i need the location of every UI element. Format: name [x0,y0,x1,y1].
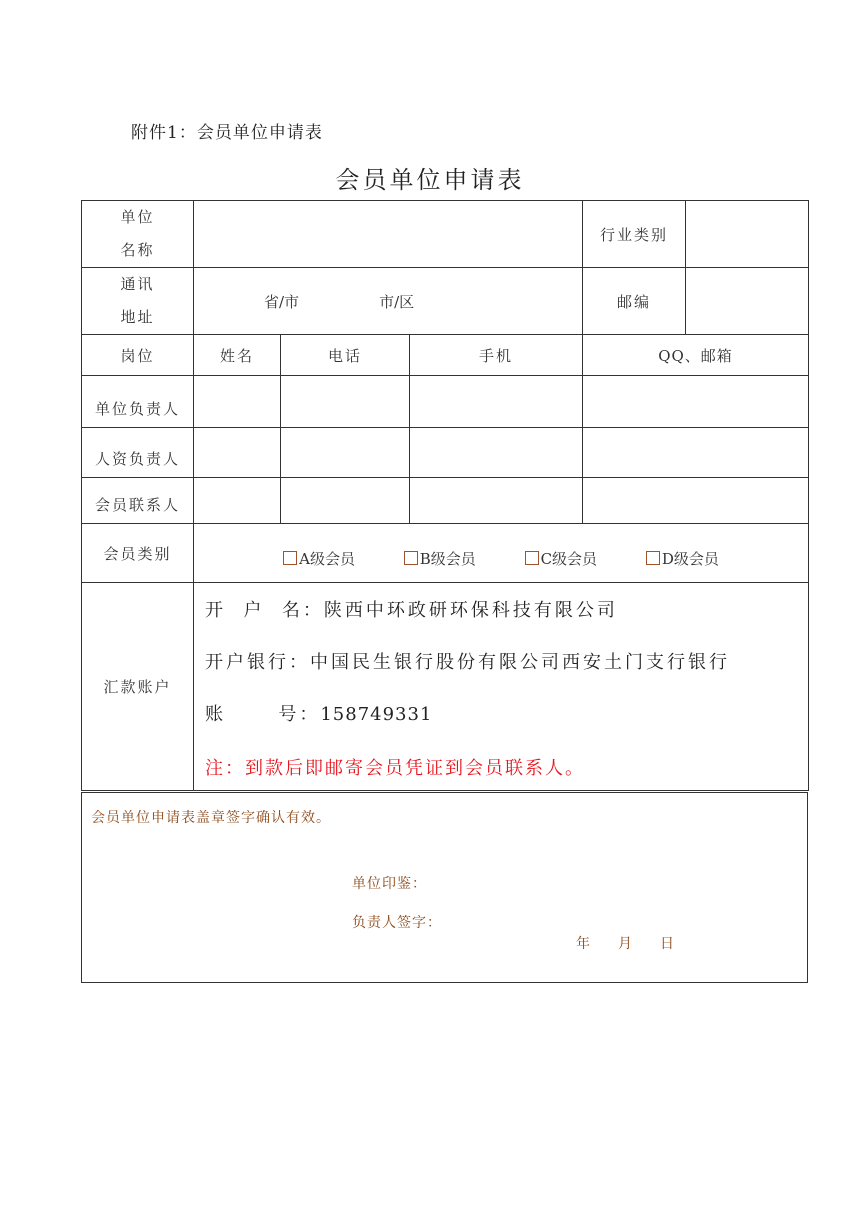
category-c-checkbox[interactable]: C级会员 [525,548,597,569]
city-label: 市/区 [379,292,415,311]
table-row [82,428,809,478]
member-category-options [194,524,809,583]
remittance-label: 汇款账户 [82,583,194,791]
role-member-contact: 会员联系人 [82,478,194,524]
attachment-label: 附件1：会员单位申请表 [131,123,323,143]
category-a-checkbox[interactable]: A级会员 [283,548,355,569]
address-label: 通讯 地址 [82,268,194,335]
category-b-checkbox[interactable]: B级会员 [404,548,476,569]
year-label: 年 [576,936,590,952]
checkbox-icon [646,551,660,565]
seal-note: 会员单位申请表盖章签字确认有效。 [91,810,331,826]
account-number-line [205,699,808,749]
phone-field[interactable] [281,478,410,524]
industry-label: 行业类别 [583,201,686,268]
address-field[interactable] [194,268,583,335]
postcode-label: 邮编 [583,268,686,335]
bank-name: 开户银行：中国民生银行股份有限公司西安土门支行银行 [205,652,730,673]
email-field[interactable] [583,376,809,428]
phone-field[interactable] [281,428,410,478]
mobile-field[interactable] [410,376,583,428]
industry-field[interactable] [686,201,809,268]
remittance-info [194,583,809,791]
role-unit-head: 单位负责人 [82,376,194,428]
application-form [81,200,809,791]
month-label: 月 [618,936,632,952]
mobile-field[interactable] [410,428,583,478]
date-line [576,933,702,953]
payment-note: 注：到款后即邮寄会员凭证到会员联系人。 [205,758,585,779]
signature-section [81,792,808,983]
page-title: 会员单位申请表 [335,166,525,194]
header-qq-email: QQ、邮箱 [583,335,809,376]
email-field[interactable] [583,478,809,524]
header-position: 岗位 [82,335,194,376]
phone-field[interactable] [281,376,410,428]
email-field[interactable] [583,428,809,478]
unit-seal-label: 单位印鉴： [352,876,427,892]
account-number: 158749331 [320,704,433,725]
postcode-field[interactable] [686,268,809,335]
category-d-checkbox[interactable]: D级会员 [646,548,719,569]
signer-label: 负责人签字： [352,915,442,931]
member-category-label: 会员类别 [82,524,194,583]
unit-name-label: 单位 名称 [82,201,194,268]
table-row [82,478,809,524]
account-prefix: 账 号： [205,704,321,725]
checkbox-icon [283,551,297,565]
day-label: 日 [660,936,674,952]
header-phone: 电话 [281,335,410,376]
province-label: 省/市 [264,292,300,311]
header-mobile: 手机 [410,335,583,376]
unit-name-field[interactable] [194,201,583,268]
checkbox-icon [525,551,539,565]
table-row [82,376,809,428]
mobile-field[interactable] [410,478,583,524]
name-field[interactable] [194,376,281,428]
name-field[interactable] [194,478,281,524]
account-name: 开 户 名：陕西中环政研环保科技有限公司 [205,600,618,621]
checkbox-icon [404,551,418,565]
name-field[interactable] [194,428,281,478]
role-hr-head: 人资负责人 [82,428,194,478]
header-name: 姓名 [194,335,281,376]
